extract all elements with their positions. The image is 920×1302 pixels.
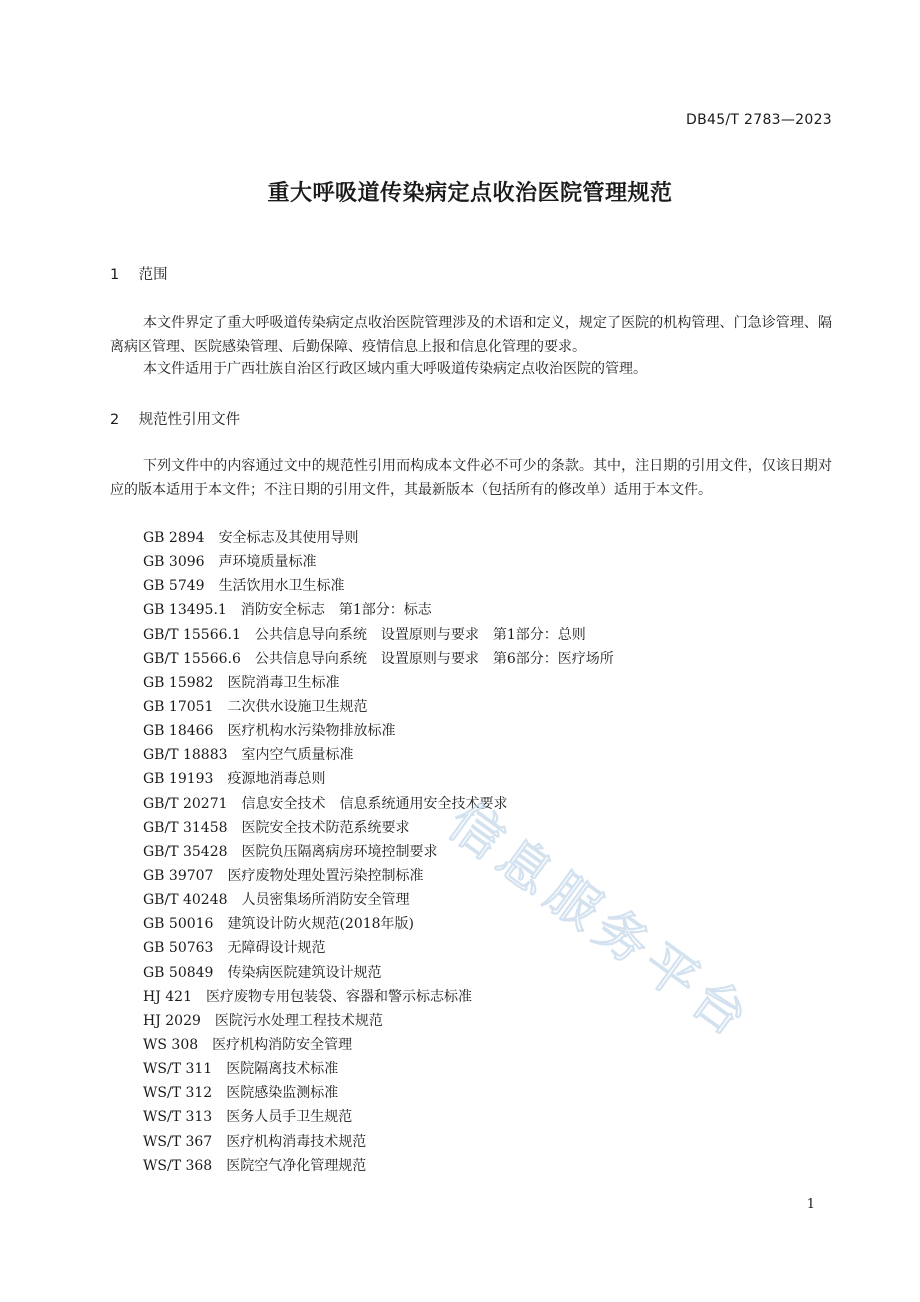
reference-code: GB/T 40248 [143,892,228,909]
normative-references-list [143,526,614,1178]
reference-name: 疫源地消毒总则 [227,771,326,788]
reference-code: GB 18466 [143,723,214,740]
reference-item [143,888,614,912]
reference-code: GB 17051 [143,698,214,715]
reference-name: 医院感染监测标准 [226,1085,339,1102]
reference-name: 医疗机构消毒技术规范 [226,1133,367,1150]
standard-code: DB45/T 2783—2023 [686,112,832,128]
reference-name: 公共信息导向系统 设置原则与要求 第1部分：总则 [254,626,586,643]
reference-name: 安全标志及其使用导则 [218,530,359,546]
reference-item [143,767,614,791]
reference-name: 医院污水处理工程技术规范 [214,1012,383,1029]
reference-item [143,840,614,864]
reference-code: GB 39707 [143,867,214,884]
reference-code: HJ 421 [143,988,192,1005]
reference-item [143,1033,614,1057]
reference-code: WS/T 313 [143,1109,213,1126]
reference-item [143,719,614,743]
section-1-number: 1 [110,267,120,283]
reference-code: WS/T 312 [143,1085,213,1102]
reference-item [143,1130,614,1154]
reference-name: 医疗机构消防安全管理 [212,1036,353,1053]
reference-code: GB/T 20271 [143,795,228,812]
reference-code: GB/T 35428 [143,843,228,860]
reference-item [143,598,614,622]
reference-name: 医疗废物处理处置污染控制标准 [227,867,424,884]
reference-code: GB 2894 [143,530,205,546]
section-1-paragraph-1: 本文件界定了重大呼吸道传染病定点收治医院管理涉及的术语和定义，规定了医院的机构管理、门急诊管理、隔离病区管理、医院感染管理、后勤保障、疫情信息上报和信息化管理的要求。 [110,315,832,355]
reference-name: 医疗废物专用包装袋、容器和警示标志标准 [206,988,472,1005]
section-2-number: 2 [110,412,120,428]
reference-item [143,671,614,695]
reference-item [143,985,614,1009]
section-2-heading [110,408,240,429]
reference-code: GB 50016 [143,916,214,933]
reference-item [143,816,614,840]
reference-code: WS 308 [143,1036,199,1053]
reference-name: 医院消毒卫生标准 [227,674,340,691]
reference-code: GB 13495.1 [143,602,227,619]
reference-item [143,864,614,888]
reference-code: HJ 2029 [143,1012,201,1029]
reference-code: GB 50763 [143,940,214,957]
reference-name: 消防安全标志 第1部分：标志 [240,602,432,619]
reference-item [143,961,614,985]
reference-code: WS/T 311 [143,1061,213,1078]
reference-item [143,743,614,767]
reference-item [143,792,614,816]
reference-name: 传染病医院建筑设计规范 [227,964,382,981]
reference-name: 医院空气净化管理规范 [226,1157,367,1174]
reference-code: GB/T 15566.1 [143,626,241,643]
reference-item [143,695,614,719]
reference-name: 建筑设计防火规范(2018年版) [227,916,415,933]
reference-name: 信息安全技术 信息系统通用安全技术要求 [241,795,508,812]
reference-name: 二次供水设施卫生规范 [227,698,368,715]
reference-code: GB/T 31458 [143,819,228,836]
reference-item [143,574,614,598]
reference-code: GB/T 18883 [143,747,228,764]
reference-code: WS/T 367 [143,1133,213,1150]
reference-name: 医务人员手卫生规范 [226,1109,353,1126]
reference-name: 医院负压隔离病房环境控制要求 [241,843,438,860]
reference-item [143,623,614,647]
reference-name: 医疗机构水污染物排放标准 [227,723,396,740]
reference-item [143,526,614,550]
document-title: 重大呼吸道传染病定点收治医院管理规范 [267,181,673,206]
reference-item [143,550,614,574]
section-1-heading [110,263,168,284]
reference-code: GB 15982 [143,674,214,691]
reference-code: GB/T 15566.6 [143,650,241,667]
reference-code: GB 3096 [143,554,205,571]
reference-item [143,1081,614,1105]
reference-name: 生活饮用水卫生标准 [218,578,345,595]
reference-name: 室内空气质量标准 [241,747,354,764]
reference-name: 无障碍设计规范 [227,940,326,957]
reference-name: 医院安全技术防范系统要求 [241,819,410,836]
reference-item [143,1009,614,1033]
reference-code: GB 50849 [143,964,214,981]
reference-item [143,1057,614,1081]
reference-item [143,936,614,960]
watermark-text: 信息服务平台 [437,791,764,1053]
section-2-title: 规范性引用文件 [138,412,241,428]
reference-item [143,647,614,671]
reference-code: GB 19193 [143,771,214,788]
page-number: 1 [806,1197,815,1212]
section-1-title: 范围 [138,267,168,283]
reference-code: GB 5749 [143,578,205,595]
reference-item [143,1105,614,1129]
reference-item [143,912,614,936]
reference-code: WS/T 368 [143,1157,213,1174]
reference-name: 医院隔离技术标准 [226,1061,339,1078]
reference-item [143,1154,614,1178]
section-2-paragraph-1: 下列文件中的内容通过文中的规范性引用而构成本文件必不可少的条款。其中，注日期的引用文件，仅该日期对应的版本适用于本文件；不注日期的引用文件，其最新版本（包括所有的修改单）适用于本文件。 [110,458,832,498]
section-1-paragraph-2: 本文件适用于广西壮族自治区行政区域内重大呼吸道传染病定点收治医院的管理。 [143,361,647,377]
reference-name: 公共信息导向系统 设置原则与要求 第6部分：医疗场所 [254,650,614,667]
reference-name: 人员密集场所消防安全管理 [241,892,410,909]
reference-name: 声环境质量标准 [218,554,317,571]
